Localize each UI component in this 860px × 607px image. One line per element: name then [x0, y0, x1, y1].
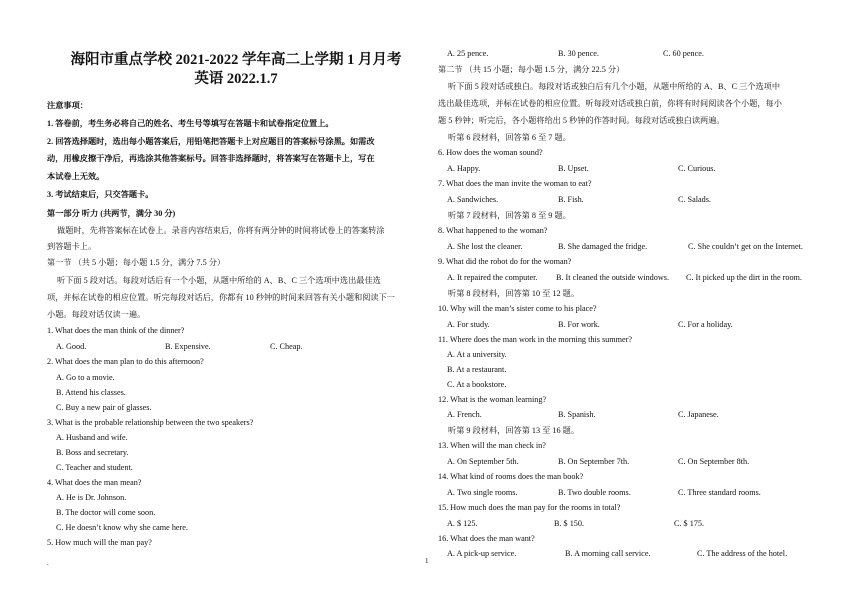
- question-3: 3. What is the probable relationship between the two speakers?: [47, 418, 254, 427]
- option-a: A. At a university.: [447, 350, 507, 359]
- section1-intro: 听下面 5 段对话。每段对话后有一个小题，从题中所给的 A、B、C 三个选项中选出最佳选: [57, 276, 381, 285]
- material-note: 听第 9 段材料，回答第 13 至 16 题。: [448, 426, 580, 435]
- option-c: C. The address of the hotel.: [697, 549, 788, 558]
- option-a: A. For study.: [447, 320, 490, 329]
- section2-intro: 听下面 5 段对话或独白。每段对话或独白后有几个小题，从题中所给的 A、B、C 三个选项中: [448, 82, 781, 91]
- question-16: 16. What does the man want?: [438, 534, 535, 543]
- question-9: 9. What did the robot do for the woman?: [438, 257, 572, 266]
- part1-heading: 第一部分 听力 (共两节，满分 30 分): [47, 209, 176, 218]
- part1-intro: 到答题卡上。: [47, 242, 97, 251]
- option-b: B. Boss and secretary.: [56, 448, 129, 457]
- option-c: C. Cheap.: [270, 342, 303, 351]
- notice-item: 本试卷上无效。: [47, 172, 105, 181]
- page-number: 1: [425, 557, 429, 565]
- section2-intro: 题 5 秒钟；听完后，各小题将给出 5 秒钟的作答时间。每段对话或独白读两遍。: [438, 116, 725, 125]
- section1-heading: 第一节 （共 5 小题；每小题 1.5 分，满分 7.5 分）: [47, 258, 226, 267]
- option-a: A. 25 pence.: [447, 49, 489, 58]
- question-2: 2. What does the man plan to do this afternoon?: [47, 357, 204, 366]
- option-c: C. She couldn’t get on the Internet.: [688, 242, 803, 251]
- question-10: 10. Why will the man’s sister come to his place?: [438, 304, 597, 313]
- option-c: C. Curious.: [678, 164, 716, 173]
- question-14: 14. What kind of rooms does the man book?: [438, 472, 584, 481]
- material-note: 听第 7 段材料，回答第 8 至 9 题。: [448, 211, 571, 220]
- option-c: C. Three standard rooms.: [678, 488, 761, 497]
- option-a: A. $ 125.: [447, 519, 478, 528]
- notice-item: 3. 考试结束后，只交答题卡。: [47, 190, 154, 199]
- notice-heading: 注意事项：: [47, 101, 88, 110]
- option-b: B. A morning call service.: [565, 549, 651, 558]
- option-a: A. He is Dr. Johnson.: [56, 493, 127, 502]
- question-6: 6. How does the woman sound?: [438, 148, 543, 157]
- question-15: 15. How much does the man pay for the rooms in total?: [438, 503, 621, 512]
- question-8: 8. What happened to the woman?: [438, 226, 548, 235]
- option-b: B. For work.: [558, 320, 600, 329]
- option-c: C. Japanese.: [678, 410, 719, 419]
- notice-item: 1. 答卷前，考生务必将自己的姓名、考生号等填写在答题卡和试卷指定位置上。: [47, 119, 334, 128]
- option-b: B. 30 pence.: [558, 49, 599, 58]
- question-5: 5. How much will the man pay?: [47, 538, 152, 547]
- option-a: A. Happy.: [447, 164, 481, 173]
- question-1: 1. What does the man think of the dinner?: [47, 326, 185, 335]
- option-a: A. On September 5th.: [447, 457, 519, 466]
- option-a: A. French.: [447, 410, 482, 419]
- option-c: C. It picked up the dirt in the room.: [686, 273, 802, 282]
- option-c: C. 60 pence.: [663, 49, 704, 58]
- option-b: B. On September 7th.: [558, 457, 630, 466]
- option-c: C. On September 8th.: [678, 457, 750, 466]
- option-b: B. Attend his classes.: [56, 388, 126, 397]
- part1-intro: 做题时，先将答案标在试卷上。录音内容结束后，你将有两分钟的时间将试卷上的答案转涂: [57, 226, 385, 235]
- option-b: B. Upset.: [558, 164, 589, 173]
- option-a: A. Husband and wife.: [56, 433, 128, 442]
- option-b: B. Spanish.: [558, 410, 596, 419]
- option-c: C. Salads.: [678, 195, 711, 204]
- option-b: B. $ 150.: [554, 519, 585, 528]
- question-12: 12. What is the woman learning?: [438, 395, 547, 404]
- notice-item: 2. 回答选择题时，选出每小题答案后，用铅笔把答题卡上对应题目的答案标号涂黑。如需改: [47, 137, 375, 146]
- option-a: A. Good.: [56, 342, 87, 351]
- option-a: A. She lost the cleaner.: [447, 242, 523, 251]
- option-a: A. It repaired the computer.: [447, 273, 538, 282]
- option-c: C. He doesn’t know why she came here.: [56, 523, 188, 532]
- option-b: B. The doctor will come soon.: [56, 508, 156, 517]
- option-c: C. Buy a new pair of glasses.: [56, 403, 152, 412]
- material-note: 听第 8 段材料，回答第 10 至 12 题。: [448, 289, 580, 298]
- option-b: B. At a restaurant.: [447, 365, 507, 374]
- option-b: B. She damaged the fridge.: [558, 242, 648, 251]
- notice-item: 动，用橡皮擦干净后，再选涂其他答案标号。回答非选择题时，将答案写在答题卡上，写在: [47, 154, 375, 163]
- option-b: B. Fish.: [558, 195, 584, 204]
- question-13: 13. When will the man check in?: [438, 441, 546, 450]
- exam-subtitle: 英语 2022.1.7: [194, 71, 278, 87]
- option-b: B. Two double rooms.: [558, 488, 631, 497]
- option-a: A. A pick-up service.: [447, 549, 517, 558]
- question-7: 7. What does the man invite the woman to eat?: [438, 179, 592, 188]
- material-note: 听第 6 段材料，回答第 6 至 7 题。: [448, 133, 571, 142]
- footer-mark: .: [47, 559, 49, 567]
- option-b: B. Expensive.: [165, 342, 211, 351]
- option-a: A. Go to a movie.: [56, 373, 115, 382]
- option-c: C. $ 175.: [674, 519, 705, 528]
- option-a: A. Two single rooms.: [447, 488, 518, 497]
- section2-heading: 第二节 （共 15 小题；每小题 1.5 分，满分 22.5 分）: [438, 65, 625, 74]
- option-c: C. For a holiday.: [678, 320, 733, 329]
- option-a: A. Sandwiches.: [447, 195, 499, 204]
- section2-intro: 选出最佳选项，并标在试卷的相应位置。听每段对话或独白前，你将有时间阅读各个小题，每小: [438, 99, 782, 108]
- option-c: C. Teacher and student.: [56, 463, 133, 472]
- section1-intro: 项，并标在试卷的相应位置。听完每段对话后，你都有 10 秒钟的时间来回答有关小题和阅读下一: [47, 293, 395, 302]
- option-b: B. It cleaned the outside windows.: [556, 273, 670, 282]
- question-11: 11. Where does the man work in the morning this summer?: [438, 335, 632, 344]
- exam-title: 海阳市重点学校 2021-2022 学年高二上学期 1 月月考: [70, 52, 402, 68]
- section1-intro: 小题。每段对话仅读一遍。: [47, 310, 146, 319]
- question-4: 4. What does the man mean?: [47, 478, 142, 487]
- option-c: C. At a bookstore.: [447, 380, 507, 389]
